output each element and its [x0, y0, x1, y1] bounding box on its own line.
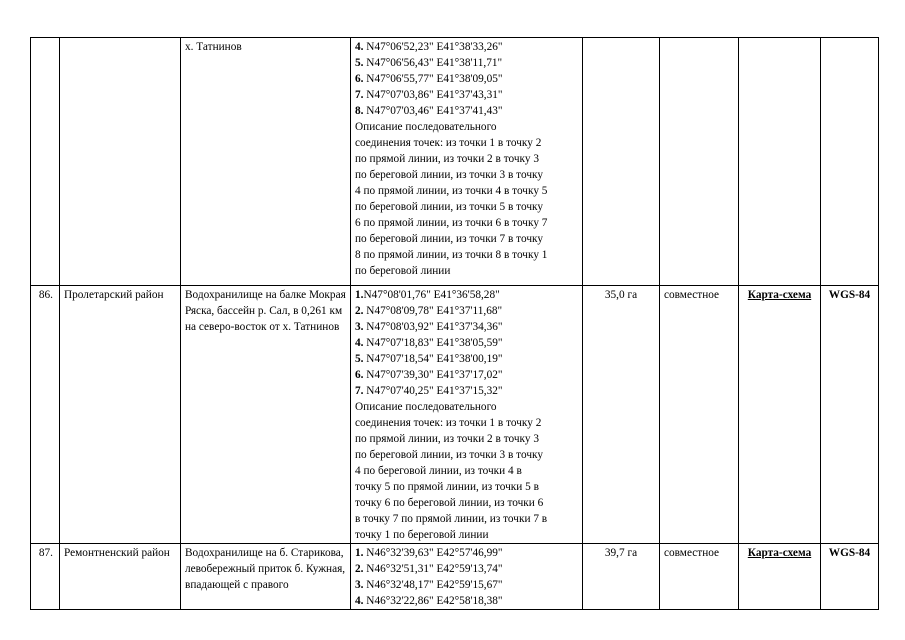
description-cell: Водохранилище на б. Старикова, левобережный приток б. Кужная, впадающей с правого [181, 544, 351, 610]
point-coordinates: N47°06'56,43" E41°38'11,71" [363, 57, 503, 69]
connection-description-line: соединения точек: из точки 1 в точку 2 [355, 417, 542, 429]
reservoir-table [30, 37, 879, 610]
use-type-cell: совместное [660, 286, 739, 544]
map-link-cell [739, 38, 821, 286]
point-number: 1. [355, 547, 364, 559]
district-cell: Ремонтненский район [60, 544, 181, 610]
coordinate-point [355, 577, 578, 593]
coordinate-point [355, 319, 578, 335]
point-coordinates: N47°07'39,30" E41°37'17,02" [363, 369, 503, 381]
connection-description-line: по береговой линии, из точки 3 в точку [355, 449, 543, 461]
district-cell: Пролетарский район [60, 286, 181, 544]
district-cell [60, 38, 181, 286]
connection-description-line: 4 по береговой линии, из точки 4 в [355, 465, 522, 477]
connection-description-line: Описание последовательного [355, 401, 497, 413]
point-number: 4. [355, 337, 364, 349]
point-number: 2. [355, 563, 364, 575]
coordinate-point [355, 87, 578, 103]
coordinate-point [355, 351, 578, 367]
point-number: 1. [355, 289, 364, 301]
table-row [31, 544, 879, 610]
connection-description-line: по прямой линии, из точки 2 в точку 3 [355, 433, 539, 445]
connection-description-line: соединения точек: из точки 1 в точку 2 [355, 137, 542, 149]
description-cell: Водохранилище на балке Мокрая Ряска, бассейн р. Сал, в 0,261 км на северо-восток от х. Татнинов [181, 286, 351, 544]
point-number: 6. [355, 73, 364, 85]
connection-description-line: 6 по прямой линии, из точки 6 в точку 7 [355, 217, 548, 229]
point-coordinates: N46°32'22,86" E42°58'18,38" [363, 595, 503, 607]
coordinates-cell [351, 38, 583, 286]
point-coordinates: N47°07'40,25" E41°37'15,32" [363, 385, 503, 397]
point-number: 2. [355, 305, 364, 317]
point-number: 5. [355, 57, 364, 69]
connection-description-line: по прямой линии, из точки 2 в точку 3 [355, 153, 539, 165]
point-number: 7. [355, 89, 364, 101]
coordinate-point [355, 55, 578, 71]
coordinate-point [355, 593, 578, 609]
coordinate-point [355, 39, 578, 55]
point-coordinates: N47°07'18,54" E41°38'00,19" [363, 353, 503, 365]
point-coordinates: N46°32'48,17" E42°59'15,67" [363, 579, 503, 591]
map-link[interactable]: Карта-схема [747, 289, 812, 301]
table-row [31, 286, 879, 544]
connection-description-line: по береговой линии, из точки 5 в точку [355, 201, 543, 213]
connection-description-line: в точку 7 по прямой линии, из точки 7 в [355, 513, 548, 525]
point-coordinates: N47°07'18,83" E41°38'05,59" [363, 337, 503, 349]
coordinate-point [355, 383, 578, 399]
point-coordinates: N47°08'09,78" E41°37'11,68" [363, 305, 503, 317]
coord-system-label: WGS-84 [828, 547, 871, 559]
point-coordinates: N46°32'51,31" E42°59'13,74" [363, 563, 503, 575]
table-body [31, 38, 879, 610]
coordinates-cell [351, 286, 583, 544]
map-link[interactable]: Карта-схема [747, 547, 812, 559]
point-coordinates: N46°32'39,63" E42°57'46,99" [363, 547, 503, 559]
coord-system-cell [821, 544, 879, 610]
coordinates-cell [351, 544, 583, 610]
coordinate-point [355, 103, 578, 119]
row-number: 87. [31, 544, 60, 610]
point-number: 5. [355, 353, 364, 365]
use-type-cell: совместное [660, 544, 739, 610]
connection-description-line: 8 по прямой линии, из точки 8 в точку 1 [355, 249, 548, 261]
row-number [31, 38, 60, 286]
coordinate-point [355, 367, 578, 383]
coordinate-point [355, 545, 578, 561]
connection-description-line: по береговой линии, из точки 7 в точку [355, 233, 543, 245]
area-cell [583, 38, 660, 286]
row-number: 86. [31, 286, 60, 544]
point-number: 6. [355, 369, 364, 381]
coord-system-cell [821, 38, 879, 286]
coord-system-cell [821, 286, 879, 544]
point-number: 4. [355, 41, 364, 53]
coordinate-point [355, 71, 578, 87]
coord-system-label: WGS-84 [828, 289, 871, 301]
point-coordinates: N47°06'55,77" E41°38'09,05" [363, 73, 503, 85]
point-number: 3. [355, 321, 364, 333]
connection-description-line: по береговой линии, из точки 3 в точку [355, 169, 543, 181]
coordinate-point [355, 287, 578, 303]
description-cell: х. Татнинов [181, 38, 351, 286]
connection-description-line: точку 6 по береговой линии, из точки 6 [355, 497, 544, 509]
coordinate-point [355, 303, 578, 319]
area-cell: 35,0 га [583, 286, 660, 544]
point-number: 3. [355, 579, 364, 591]
point-number: 4. [355, 595, 364, 607]
coordinate-point [355, 561, 578, 577]
point-coordinates: N47°07'03,86" E41°37'43,31" [363, 89, 503, 101]
point-coordinates: N47°08'03,92" E41°37'34,36" [363, 321, 503, 333]
use-type-cell [660, 38, 739, 286]
point-coordinates: N47°07'03,46" E41°37'41,43" [363, 105, 503, 117]
table-row [31, 38, 879, 286]
point-coordinates: N47°08'01,76" E41°36'58,28" [363, 289, 500, 301]
connection-description-line: Описание последовательного [355, 121, 497, 133]
map-link-cell [739, 286, 821, 544]
connection-description-line: 4 по прямой линии, из точки 4 в точку 5 [355, 185, 548, 197]
connection-description-line: по береговой линии [355, 265, 451, 277]
coordinate-point [355, 335, 578, 351]
connection-description-line: точку 5 по прямой линии, из точки 5 в [355, 481, 539, 493]
point-number: 7. [355, 385, 364, 397]
map-link-cell [739, 544, 821, 610]
connection-description-line: точку 1 по береговой линии [355, 529, 489, 541]
point-coordinates: N47°06'52,23" E41°38'33,26" [363, 41, 503, 53]
area-cell: 39,7 га [583, 544, 660, 610]
point-number: 8. [355, 105, 364, 117]
